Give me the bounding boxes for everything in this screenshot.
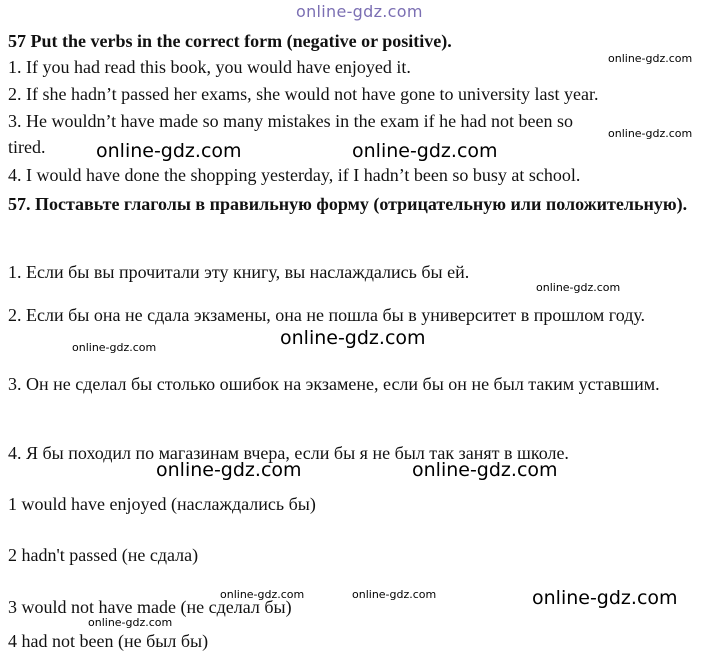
site-watermark-top: online-gdz.com [296, 2, 423, 21]
russian-item-2: 2. Если бы она не сдала экзамены, она не пошла бы в университет в прошлом году. [8, 305, 646, 325]
watermark: online-gdz.com [72, 341, 157, 354]
english-item-3: 3. He wouldn’t have made so many mistakes in the exam if he had not been so [8, 111, 574, 131]
watermark: online-gdz.com [608, 52, 693, 65]
exercise-heading-russian: 57. Поставьте глаголы в правильную форму (отрицательную или положительную). [8, 194, 688, 214]
english-item-4: 4. I would have done the shopping yesterday, if I hadn’t been so busy at school. [8, 165, 581, 185]
english-item-2: 2. If she hadn’t passed her exams, she would not have gone to university last year. [8, 84, 599, 104]
watermark: online-gdz.com [88, 616, 173, 629]
answer-2: 2 hadn't passed (не сдала) [8, 545, 199, 565]
watermark: online-gdz.com [96, 140, 242, 162]
answer-3: 3 would not have made (не сделал бы) [8, 597, 292, 617]
watermark: online-gdz.com [352, 588, 437, 601]
watermark: online-gdz.com [532, 587, 678, 609]
watermark: online-gdz.com [608, 127, 693, 140]
watermark: online-gdz.com [156, 459, 302, 481]
watermark: online-gdz.com [280, 327, 426, 349]
watermark: online-gdz.com [352, 140, 498, 162]
watermark: online-gdz.com [412, 459, 558, 481]
answer-4: 4 had not been (не был бы) [8, 631, 209, 651]
english-item-1: 1. If you had read this book, you would have enjoyed it. [8, 57, 411, 77]
answer-1: 1 would have enjoyed (наслаждались бы) [8, 494, 316, 514]
watermark: online-gdz.com [220, 588, 305, 601]
russian-item-4: 4. Я бы походил по магазинам вчера, если бы я не был так занят в школе. [8, 443, 569, 463]
watermark: online-gdz.com [536, 281, 621, 294]
russian-item-1: 1. Если бы вы прочитали эту книгу, вы наслаждались бы ей. [8, 262, 470, 282]
english-item-3-continued: tired. [8, 137, 46, 157]
russian-item-3: 3. Он не сделал бы столько ошибок на экзамене, если бы он не был таким уставшим. [8, 374, 660, 394]
exercise-heading-english: 57 Put the verbs in the correct form (negative or positive). [8, 31, 452, 51]
